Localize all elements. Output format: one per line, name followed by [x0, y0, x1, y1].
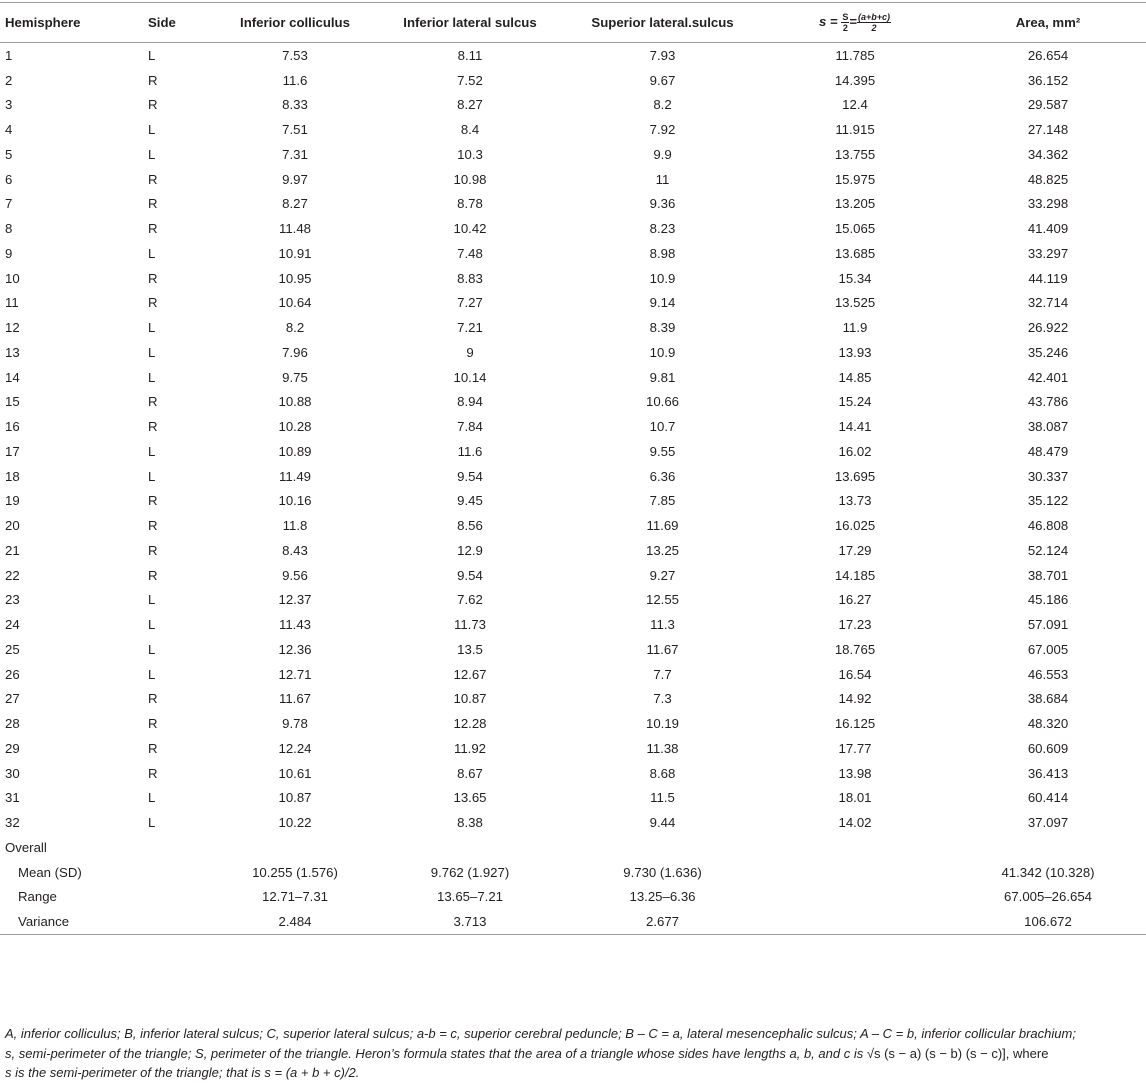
table-cell: 48.825: [1027, 171, 1069, 187]
table-cell: 13: [5, 344, 20, 360]
table-cell: 67.005–26.654: [1003, 889, 1092, 905]
table-cell: 32.714: [1027, 295, 1069, 311]
table-row: [0, 513, 1146, 538]
table-cell: 7.31: [282, 146, 308, 162]
table-cell: 27.148: [1027, 122, 1069, 138]
table-cell: 8.4: [460, 122, 480, 138]
table-row: [0, 786, 1146, 811]
table-cell: R: [148, 270, 158, 286]
table-cell: 10.22: [278, 815, 312, 831]
table-cell: 57.091: [1027, 617, 1069, 633]
table-cell: 25: [5, 641, 20, 657]
table-cell: 15.065: [834, 221, 876, 237]
table-cell: 11: [655, 171, 670, 187]
table-cell: 13.98: [838, 765, 872, 781]
table-cell: 16.125: [834, 716, 876, 732]
table-cell: 11.3: [650, 617, 675, 633]
table-cell: 31: [5, 790, 20, 806]
table-cell: 15.24: [838, 394, 872, 410]
table-cell: 14: [5, 369, 20, 385]
table-cell: 10.14: [453, 369, 487, 385]
table-cell: 10: [5, 270, 20, 286]
table-row: [0, 810, 1146, 835]
table-cell: 43.786: [1027, 394, 1069, 410]
table-cell: 11.73: [453, 617, 487, 633]
table-cell: 10.61: [278, 765, 312, 781]
table-cell: R: [148, 518, 158, 534]
table-cell: 36.152: [1027, 72, 1069, 88]
table-row: [0, 192, 1146, 217]
table-cell: 9.730 (1.636): [623, 864, 702, 880]
table-cell: 10.16: [278, 493, 312, 509]
table-cell: 12: [5, 320, 20, 336]
table-cell: 30.337: [1027, 468, 1069, 484]
table-row: [0, 315, 1146, 340]
summary-row-mean: [0, 860, 1146, 885]
table-cell: L: [148, 666, 156, 682]
table-cell: 9.54: [457, 468, 483, 484]
table-cell: L: [148, 320, 156, 336]
table-cell: 7.27: [457, 295, 483, 311]
table-cell: 26.922: [1027, 320, 1069, 336]
table-cell: 7.21: [457, 320, 483, 336]
table-cell: 7.51: [282, 122, 308, 138]
table-cell: 11.67: [646, 641, 679, 657]
table-cell: 11.915: [835, 122, 875, 138]
table-cell: 12.24: [278, 740, 312, 756]
table-cell: 37.097: [1027, 815, 1069, 831]
col-header-superior-lateral-sulcus: Superior lateral.sulcus: [565, 3, 760, 43]
table-cell: 5: [5, 146, 13, 162]
table-cell: 16.02: [838, 443, 872, 459]
table-cell: 7.62: [457, 592, 483, 608]
col-header-semi-perimeter: s = $\frac{S}{2}$ = $\frac{(a+b+c)}{2}$: [760, 3, 950, 43]
table-cell: 10.66: [645, 394, 679, 410]
table-row: [0, 687, 1146, 712]
table-cell: 7.92: [649, 122, 676, 138]
table-cell: 10.3: [457, 146, 483, 162]
table-cell: 10.7: [649, 419, 676, 435]
table-row: [0, 117, 1146, 142]
table-cell: L: [148, 790, 156, 806]
table-cell: 10.28: [278, 419, 312, 435]
col-header-area: Area, mm²: [950, 3, 1146, 43]
table-cell: R: [148, 196, 158, 212]
table-cell: 26.654: [1027, 47, 1069, 63]
table-cell: R: [148, 221, 158, 237]
table-cell: 3.713: [375, 909, 565, 934]
summary-row-range: [0, 885, 1146, 910]
table-cell: 18.765: [834, 641, 876, 657]
table-cell: 15.34: [838, 270, 872, 286]
table-row: [0, 464, 1146, 489]
footnote-line-3: s is the semi-perimeter of the triangle; that is s = (a + b + c)/2.: [5, 1065, 360, 1080]
heron-formula: √s (s − a) (s − b) (s − c)], where: [866, 1045, 1049, 1061]
table-cell: 16.27: [838, 592, 872, 608]
table-cell: 10.87: [453, 691, 487, 707]
table-cell: 32: [5, 815, 20, 831]
table-cell: 10.19: [645, 716, 679, 732]
table-cell: L: [148, 617, 156, 633]
table-cell: 60.414: [1027, 790, 1069, 806]
table-cell: 13.73: [838, 493, 872, 509]
table-cell: L: [148, 369, 156, 385]
table-cell: 8.56: [457, 518, 483, 534]
table-cell: 9.67: [649, 72, 676, 88]
table-cell: 13.685: [834, 245, 876, 261]
table-cell: 15: [5, 394, 20, 410]
table-cell: L: [148, 122, 156, 138]
table-cell: 16.54: [838, 666, 872, 682]
table-cell: 12.28: [453, 716, 487, 732]
table-cell: 8.2: [285, 320, 305, 336]
formula-fraction-abc: $\frac{(a+b+c)}{2}$: [858, 12, 891, 33]
table-cell: 11.43: [278, 617, 312, 633]
table-row: [0, 266, 1146, 291]
overall-label: Overall: [5, 839, 47, 855]
table-cell: 13.5: [457, 641, 483, 657]
table-cell: 9: [466, 344, 474, 360]
table-cell: R: [148, 394, 158, 410]
table-cell: 12.71–7.31: [261, 889, 328, 905]
table-cell: L: [148, 146, 156, 162]
table-cell: 11.6: [282, 72, 308, 88]
table-cell: 7: [5, 196, 13, 212]
col-header-hemisphere: Hemisphere: [0, 3, 143, 43]
table-cell: 9.75: [282, 369, 308, 385]
summary-label: Mean (SD): [18, 864, 82, 880]
table-cell: L: [148, 47, 156, 63]
table-cell: 8.43: [282, 542, 308, 558]
table-cell: 12.36: [278, 641, 312, 657]
col-header-inferior-lateral-sulcus: Inferior lateral sulcus: [375, 3, 565, 43]
table-row: [0, 340, 1146, 365]
table-cell: 13.205: [834, 196, 876, 212]
table-cell: 9.81: [649, 369, 676, 385]
table-cell: 9.14: [649, 295, 676, 311]
table-cell: 13.25–6.36: [629, 889, 696, 905]
table-cell: 8.38: [457, 815, 483, 831]
table-row: [0, 612, 1146, 637]
table-cell: 2.677: [565, 909, 760, 934]
table-cell: L: [148, 468, 156, 484]
table-cell: 12.71: [278, 666, 312, 682]
table-cell: 16.025: [834, 518, 876, 534]
table-cell: 8.23: [649, 221, 676, 237]
table-cell: 2.484: [215, 909, 375, 934]
table-cell: 10.89: [278, 443, 312, 459]
table-cell: 26: [5, 666, 20, 682]
table-cell: 12.37: [278, 592, 312, 608]
table-cell: 7.53: [282, 47, 308, 63]
table-cell: 7.84: [457, 419, 483, 435]
table-cell: 10.98: [453, 171, 487, 187]
table-cell: 8.67: [457, 765, 483, 781]
overall-row: [0, 835, 1146, 860]
table-row: [0, 563, 1146, 588]
summary-label: Variance: [0, 909, 143, 934]
table-cell: 9.54: [457, 567, 483, 583]
table-cell: 17.77: [838, 740, 872, 756]
table-cell: 29: [5, 740, 20, 756]
table-cell: L: [148, 815, 156, 831]
table-cell: 10.88: [278, 394, 312, 410]
table-cell: R: [148, 171, 158, 187]
table-row: [0, 142, 1146, 167]
table-cell: 48.320: [1027, 716, 1069, 732]
table-cell: 8.27: [457, 97, 483, 113]
table-cell: 11: [5, 295, 19, 311]
table-cell: 1: [5, 47, 13, 63]
table-row: [0, 216, 1146, 241]
table-cell: 8: [5, 221, 13, 237]
table-cell: R: [148, 72, 158, 88]
table-cell: 10.9: [649, 270, 676, 286]
table-cell: 8.27: [282, 196, 308, 212]
table-cell: 8.94: [457, 394, 483, 410]
table-cell: 14.02: [838, 815, 872, 831]
table-cell: 9.762 (1.927): [430, 864, 510, 880]
formula-fraction-s: $\frac{S}{2}$: [842, 12, 849, 33]
table-cell: 38.087: [1027, 419, 1069, 435]
table-cell: 27: [5, 691, 20, 707]
table-cell: 9.78: [282, 716, 308, 732]
table-cell: 10.9: [649, 344, 676, 360]
table-cell: 29.587: [1027, 97, 1069, 113]
table-cell: 10.91: [278, 245, 312, 261]
table-cell: 9.97: [282, 171, 308, 187]
table-row: [0, 439, 1146, 464]
formula-lhs: s =: [818, 13, 842, 29]
table-body: [0, 43, 1146, 935]
table-cell: 11.49: [278, 468, 312, 484]
table-cell: 46.808: [1027, 518, 1069, 534]
table-cell: 15.975: [834, 171, 876, 187]
table-row: [0, 489, 1146, 514]
table-cell: 7.93: [649, 47, 676, 63]
table-cell: 41.342 (10.328): [1001, 864, 1095, 880]
table-row: [0, 637, 1146, 662]
table-cell: 13.93: [838, 344, 872, 360]
table-cell: 8.2: [653, 97, 672, 113]
table-cell: 7.3: [653, 691, 672, 707]
table-row: [0, 414, 1146, 439]
table-cell: 14.395: [834, 72, 876, 88]
table-cell: 12.9: [457, 542, 483, 558]
table-row: [0, 390, 1146, 415]
table-cell: 8.11: [457, 47, 483, 63]
table-cell: 46.553: [1027, 666, 1069, 682]
table-cell: 38.684: [1027, 691, 1069, 707]
table-cell: 11.69: [646, 518, 679, 534]
footnote-line-2: s, semi-perimeter of the triangle; S, perimeter of the triangle. Heron’s formula states that the area of a triangle whose sides have lengths a, b, and c is √s (s − a) (s − b) (s − c)], where: [5, 1045, 1049, 1061]
table-cell: 45.186: [1027, 592, 1069, 608]
table-cell: 12.67: [453, 666, 487, 682]
table-cell: 11.6: [457, 443, 483, 459]
table-cell: 11.9: [842, 320, 868, 336]
table-row: [0, 291, 1146, 316]
table-cell: 38.701: [1027, 567, 1069, 583]
table-cell: 7.85: [649, 493, 676, 509]
table-cell: L: [148, 245, 156, 261]
table-cell: 11.48: [278, 221, 312, 237]
table-cell: 8.68: [649, 765, 676, 781]
table-cell: R: [148, 567, 158, 583]
table-cell: 11.67: [278, 691, 312, 707]
table-cell: 8.39: [649, 320, 676, 336]
table-cell: 60.609: [1027, 740, 1069, 756]
table-cell: 33.298: [1027, 196, 1069, 212]
table-cell: 7.7: [653, 666, 672, 682]
table-cell: 52.124: [1027, 542, 1069, 558]
table-cell: L: [148, 443, 156, 459]
table-row: [0, 588, 1146, 613]
results-table: [0, 2, 1146, 935]
table-cell: 13.695: [834, 468, 876, 484]
table-cell: 9.55: [649, 443, 676, 459]
table-cell: 28: [5, 716, 20, 732]
table-cell: 13.755: [834, 146, 876, 162]
table-cell: 8.98: [649, 245, 676, 261]
footnote-line-1: A, inferior colliculus; B, inferior lateral sulcus; C, superior lateral sulcus; a-b = c, superior cerebral peduncle; B – C = a, lateral mesencephalic sulcus; A – C = b, inferior collicular brachium;: [5, 1026, 1076, 1041]
table-cell: L: [148, 592, 156, 608]
table-cell: 13.25: [645, 542, 679, 558]
table-cell: 14.41: [838, 419, 872, 435]
table-cell: 48.479: [1027, 443, 1069, 459]
table-cell: 10.95: [278, 270, 312, 286]
table-cell: R: [148, 295, 158, 311]
table-row: [0, 736, 1146, 761]
table-cell: 7.96: [282, 344, 308, 360]
table-cell: 6: [5, 171, 13, 187]
table-cell: R: [148, 691, 158, 707]
table-cell: 2: [5, 72, 13, 88]
table-cell: L: [148, 641, 156, 657]
table-cell: 9.9: [653, 146, 672, 162]
table-row: [0, 365, 1146, 390]
table-cell: 13.65–7.21: [436, 889, 503, 905]
col-header-side: Side: [143, 3, 215, 43]
table-cell: R: [148, 716, 158, 732]
table-cell: 17.29: [838, 542, 872, 558]
table-cell: 10.87: [278, 790, 312, 806]
table-cell: 14.185: [834, 567, 876, 583]
table-cell: 20: [5, 518, 20, 534]
table-row: [0, 93, 1146, 118]
table-cell: 8.83: [457, 270, 483, 286]
table-row: [0, 761, 1146, 786]
table-row: [0, 68, 1146, 93]
table-cell: 14.92: [838, 691, 872, 707]
table-cell: L: [148, 344, 156, 360]
table-cell: 6.36: [649, 468, 676, 484]
table-cell: 67.005: [1027, 641, 1069, 657]
table-cell: 23: [5, 592, 20, 608]
table-cell: 7.52: [457, 72, 483, 88]
table-cell: 12.4: [842, 97, 868, 113]
table-cell: R: [148, 740, 158, 756]
table-cell: 18: [5, 468, 20, 484]
table-cell: 12.55: [645, 592, 679, 608]
col-header-inferior-colliculus: Inferior colliculus: [215, 3, 375, 43]
summary-row-variance: [0, 909, 1146, 934]
table-cell: R: [148, 493, 158, 509]
table-cell: 9.44: [649, 815, 676, 831]
table-cell: R: [148, 97, 158, 113]
table-cell: 11.8: [282, 518, 308, 534]
table-cell: 9.45: [457, 493, 483, 509]
summary-label: Range: [18, 889, 57, 905]
table-cell: 17: [5, 443, 20, 459]
table-cell: 11.785: [835, 47, 875, 63]
table-cell: 10.64: [278, 295, 312, 311]
table-cell: 17.23: [838, 617, 872, 633]
table-cell: 9.27: [649, 567, 676, 583]
header-row: [0, 3, 1146, 43]
table-row: [0, 241, 1146, 266]
table-cell: 21: [5, 542, 20, 558]
table-row: [0, 43, 1146, 68]
table-cell: 35.122: [1027, 493, 1069, 509]
table-cell: 36.413: [1027, 765, 1069, 781]
table-cell: 30: [5, 765, 20, 781]
table-cell: 7.48: [457, 245, 483, 261]
table-row: [0, 167, 1146, 192]
table-cell: 24: [5, 617, 20, 633]
table-cell: 13.525: [834, 295, 876, 311]
table-cell: 34.362: [1027, 146, 1069, 162]
table-cell: 11.38: [646, 740, 679, 756]
table-cell: R: [148, 542, 158, 558]
table-cell: 8.33: [282, 97, 308, 113]
table-cell: 10.42: [453, 221, 487, 237]
table-cell: 4: [5, 122, 13, 138]
table-cell: 19: [5, 493, 20, 509]
table-cell: 3: [5, 97, 13, 113]
table-cell: 42.401: [1027, 369, 1069, 385]
table-cell: 11.5: [650, 790, 675, 806]
table-cell: 18.01: [838, 790, 872, 806]
table-cell: 8.78: [457, 196, 483, 212]
table-row: [0, 662, 1146, 687]
table-row: [0, 711, 1146, 736]
table-cell: 10.255 (1.576): [252, 864, 338, 880]
table-cell: 16: [5, 419, 20, 435]
table-cell: 33.297: [1027, 245, 1069, 261]
table-cell: 11.92: [453, 740, 487, 756]
table-cell: 9.36: [649, 196, 676, 212]
table-cell: 44.119: [1028, 270, 1068, 286]
table-cell: R: [148, 765, 158, 781]
table-cell: 41.409: [1027, 221, 1069, 237]
table-cell: 9.56: [282, 567, 308, 583]
table-cell: 14.85: [838, 369, 872, 385]
table-cell: 13.65: [453, 790, 487, 806]
table-cell: 35.246: [1027, 344, 1069, 360]
table-cell: 22: [5, 567, 20, 583]
table-cell: R: [148, 419, 158, 435]
table-footnote: [5, 1024, 1141, 1083]
table-cell: 106.672: [950, 909, 1146, 934]
table-cell: 9: [5, 245, 13, 261]
table-row: [0, 538, 1146, 563]
